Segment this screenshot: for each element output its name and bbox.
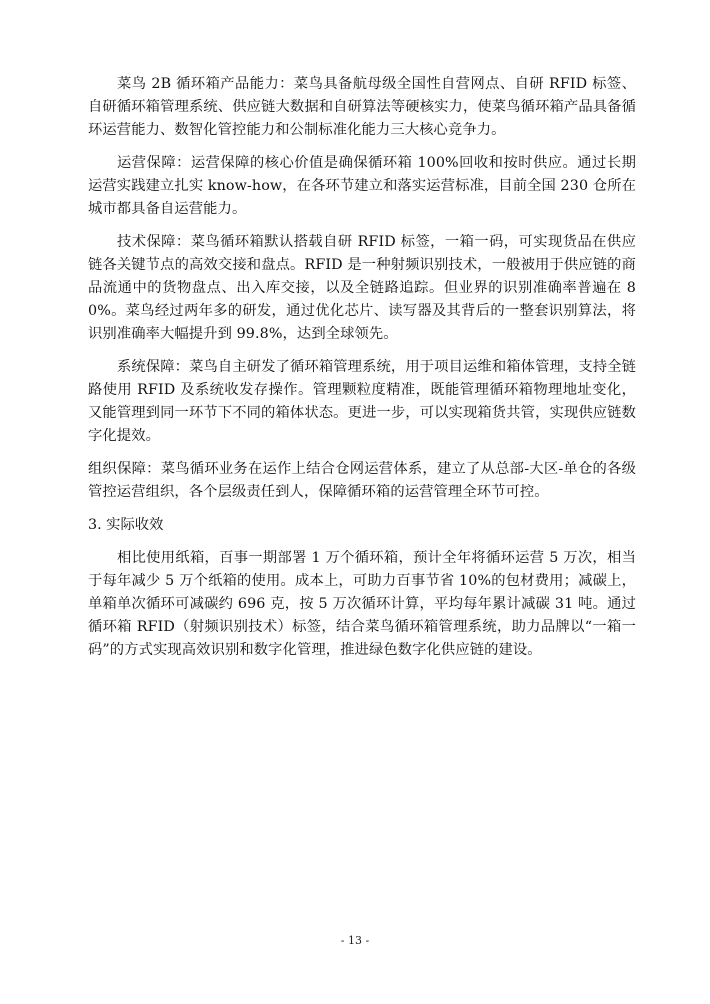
- page-number: - 13 -: [340, 934, 370, 947]
- paragraph-actual-results: 相比使用纸箱，百事一期部署 1 万个循环箱，预计全年将循环运营 5 万次，相当于每年减少 5 万个纸箱的使用。成本上，可助力百事节省 10%的包材费用；减碳上，单箱单次循环可减碳约 696 克，按 5 万次循环计算，平均每年累计减碳 31 吨。通过循环箱 RFID（射频识别技术）标签，结合菜鸟循环箱管理系统，助力品牌以“一箱一码”的方式实现高效识别和数字化管理，推进绿色数字化供应链的建设。: [88, 550, 636, 658]
- paragraph-2b-capability: 菜鸟 2B 循环箱产品能力：菜鸟具备航母级全国性自营网点、自研 RFID 标签、自研循环箱管理系统、供应链大数据和自研算法等硬核实力，使菜鸟循环箱产品具备循环运营能力、数智化管控能力和公制标准化能力三大核心竞争力。: [88, 76, 636, 138]
- paragraph-system-guarantee: 系统保障：菜鸟自主研发了循环箱管理系统，用于项目运维和箱体管理，支持全链路使用 RFID 及系统收发存操作。管理颗粒度精准，既能管理循环箱物理地址变化，又能管理到同一环节下不同的箱体状态。更进一步，可以实现箱货共管，实现供应链数字化提效。: [88, 359, 636, 444]
- section-heading-actual-results: 3. 实际收效: [88, 517, 164, 533]
- paragraph-organization-guarantee: 组织保障：菜鸟循环业务在运作上结合仓网运营体系，建立了从总部-大区-单仓的各级管控运营组织，各个层级责任到人，保障循环箱的运营管理全环节可控。: [88, 461, 636, 500]
- paragraph-operation-guarantee: 运营保障：运营保障的核心价值是确保循环箱 100%回收和按时供应。通过长期运营实践建立扎实 know-how，在各环节建立和落实运营标准，目前全国 230 仓所在城市都具备自运营能力。: [88, 155, 636, 217]
- document-body: [88, 73, 636, 662]
- paragraph-technology-guarantee: 技术保障：菜鸟循环箱默认搭载自研 RFID 标签，一箱一码，可实现货品在供应链各关键节点的高效交接和盘点。RFID 是一种射频识别技术，一般被用于供应链的商品流通中的货物盘点、出入库交接，以及全链路追踪。但业界的识别准确率普遍在 80%。菜鸟经过两年多的研发，通过优化芯片、读写器及其背后的一整套识别算法，将识别准确率大幅提升到 99.8%，达到全球领先。: [88, 234, 636, 342]
